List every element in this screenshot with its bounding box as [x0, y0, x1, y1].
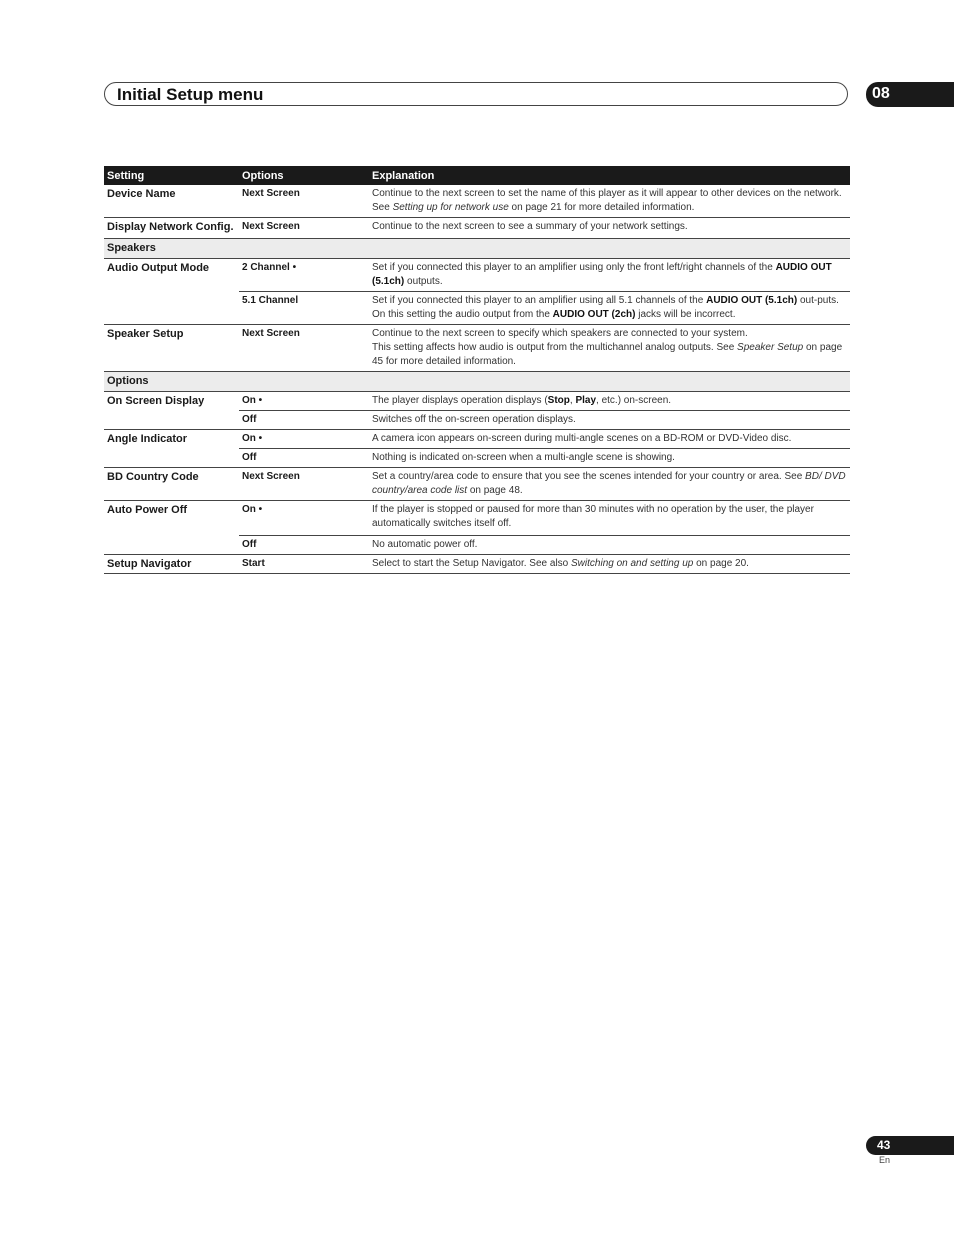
section-title-box	[104, 82, 848, 106]
explanation	[369, 449, 850, 468]
explanation-text: Select to start the Setup Navigator. See also	[372, 558, 572, 569]
explanation-text: A camera icon appears on-screen during multi-angle scenes on a BD-ROM or DVD-Video disc.	[372, 433, 792, 444]
explanation	[369, 325, 850, 372]
setting-name: Device Name	[104, 185, 239, 218]
jack-label: AUDIO OUT (5.1ch)	[372, 262, 832, 287]
table-row	[104, 555, 850, 574]
table-row	[104, 501, 850, 536]
group-row	[104, 372, 850, 392]
table-row	[104, 185, 850, 218]
explanation-text: on page 20.	[693, 558, 749, 569]
explanation	[369, 259, 850, 292]
jack-label: AUDIO OUT (5.1ch)	[706, 295, 798, 306]
option-value: Next Screen	[239, 468, 369, 501]
setting-name: BD Country Code	[104, 468, 239, 501]
option-value: Off	[239, 536, 369, 555]
option-value: Start	[239, 555, 369, 574]
option-value: 5.1 Channel	[239, 292, 369, 325]
button-label: Stop	[547, 395, 570, 406]
explanation-text: Set if you connected this player to an amplifier using only the front left/right channels of the	[372, 262, 776, 273]
option-value: Next Screen	[239, 218, 369, 239]
option-value: Off	[239, 449, 369, 468]
setting-name: Display Network Config.	[104, 218, 239, 239]
button-label: Play	[575, 395, 597, 406]
explanation-text: No automatic power off.	[372, 539, 478, 550]
table-row	[104, 259, 850, 292]
explanation-text: outputs.	[404, 276, 443, 287]
explanation-text: The player displays operation displays (	[372, 395, 548, 406]
option-value: 2 Channel •	[239, 259, 369, 292]
explanation	[369, 501, 850, 536]
group-heading-speakers: Speakers	[104, 239, 850, 259]
option-value: On •	[239, 430, 369, 449]
column-header-options: Options	[239, 166, 369, 185]
explanation-text: jacks will be incorrect.	[635, 309, 736, 320]
explanation	[369, 392, 850, 411]
jack-label: AUDIO OUT (2ch)	[552, 309, 636, 320]
explanation	[369, 536, 850, 555]
chapter-number-tab: 08	[866, 82, 954, 107]
column-header-setting: Setting	[104, 166, 239, 185]
explanation-text: This setting affects how audio is output from the multichannel analog outputs. See	[372, 342, 738, 353]
setting-name: On Screen Display	[104, 392, 239, 430]
language-label: En	[879, 1155, 891, 1165]
column-header-explanation: Explanation	[369, 166, 850, 185]
page-reference: BD/ DVD country/area code list	[372, 471, 846, 496]
setting-name: Angle Indicator	[104, 430, 239, 468]
table-row	[104, 468, 850, 501]
explanation-text: on page 48.	[467, 485, 523, 496]
explanation	[369, 555, 850, 574]
explanation-text: , etc.) on-screen.	[596, 395, 672, 406]
option-value: Next Screen	[239, 325, 369, 372]
table-row	[104, 325, 850, 372]
explanation-text: Nothing is indicated on-screen when a multi-angle scene is showing.	[372, 452, 675, 463]
explanation-text: on page 45 for more detailed information.	[372, 342, 843, 367]
group-row	[104, 239, 850, 259]
page-number-tab: 43	[866, 1136, 954, 1155]
option-value: On •	[239, 392, 369, 411]
explanation-text: Switches off the on-screen operation displays.	[372, 414, 576, 425]
setting-name: Speaker Setup	[104, 325, 239, 372]
option-value: Next Screen	[239, 185, 369, 218]
settings-table	[104, 166, 850, 574]
explanation-text: out-puts. On this setting the audio output from the	[372, 295, 839, 320]
setting-name: Audio Output Mode	[104, 259, 239, 325]
explanation-text: Continue to the next screen to see a summary of your network settings.	[372, 221, 688, 232]
explanation	[369, 430, 850, 449]
explanation-text: Continue to the next screen to specify which speakers are connected to your system.	[372, 328, 748, 339]
table-row	[104, 218, 850, 239]
option-value: Off	[239, 411, 369, 430]
setting-name: Setup Navigator	[104, 555, 239, 574]
explanation-text: If the player is stopped or paused for more than 30 minutes with no operation by the user, the player automatically switches itself off.	[372, 504, 814, 529]
page-title: Initial Setup menu	[117, 85, 264, 104]
setting-name: Auto Power Off	[104, 501, 239, 555]
explanation	[369, 292, 850, 325]
explanation-text: Set if you connected this player to an amplifier using all 5.1 channels of the	[372, 295, 707, 306]
explanation	[369, 218, 850, 239]
explanation	[369, 468, 850, 501]
page-reference: Switching on and setting up	[571, 558, 694, 569]
option-value: On •	[239, 501, 369, 536]
explanation	[369, 411, 850, 430]
table-row	[104, 392, 850, 411]
explanation	[369, 185, 850, 218]
table-row	[104, 430, 850, 449]
explanation-text: Set a country/area code to ensure that you see the scenes intended for your country or area. See	[372, 471, 806, 482]
explanation-text: ,	[569, 395, 576, 406]
explanation-text: on page 21 for more detailed information.	[508, 202, 695, 213]
table-header-row	[104, 166, 850, 185]
page-reference: Speaker Setup	[737, 342, 804, 353]
group-heading-options: Options	[104, 372, 850, 392]
page-reference: Setting up for network use	[392, 202, 509, 213]
explanation-text: Continue to the next screen to set the name of this player as it will appear to other devices on the network. See	[372, 188, 842, 213]
